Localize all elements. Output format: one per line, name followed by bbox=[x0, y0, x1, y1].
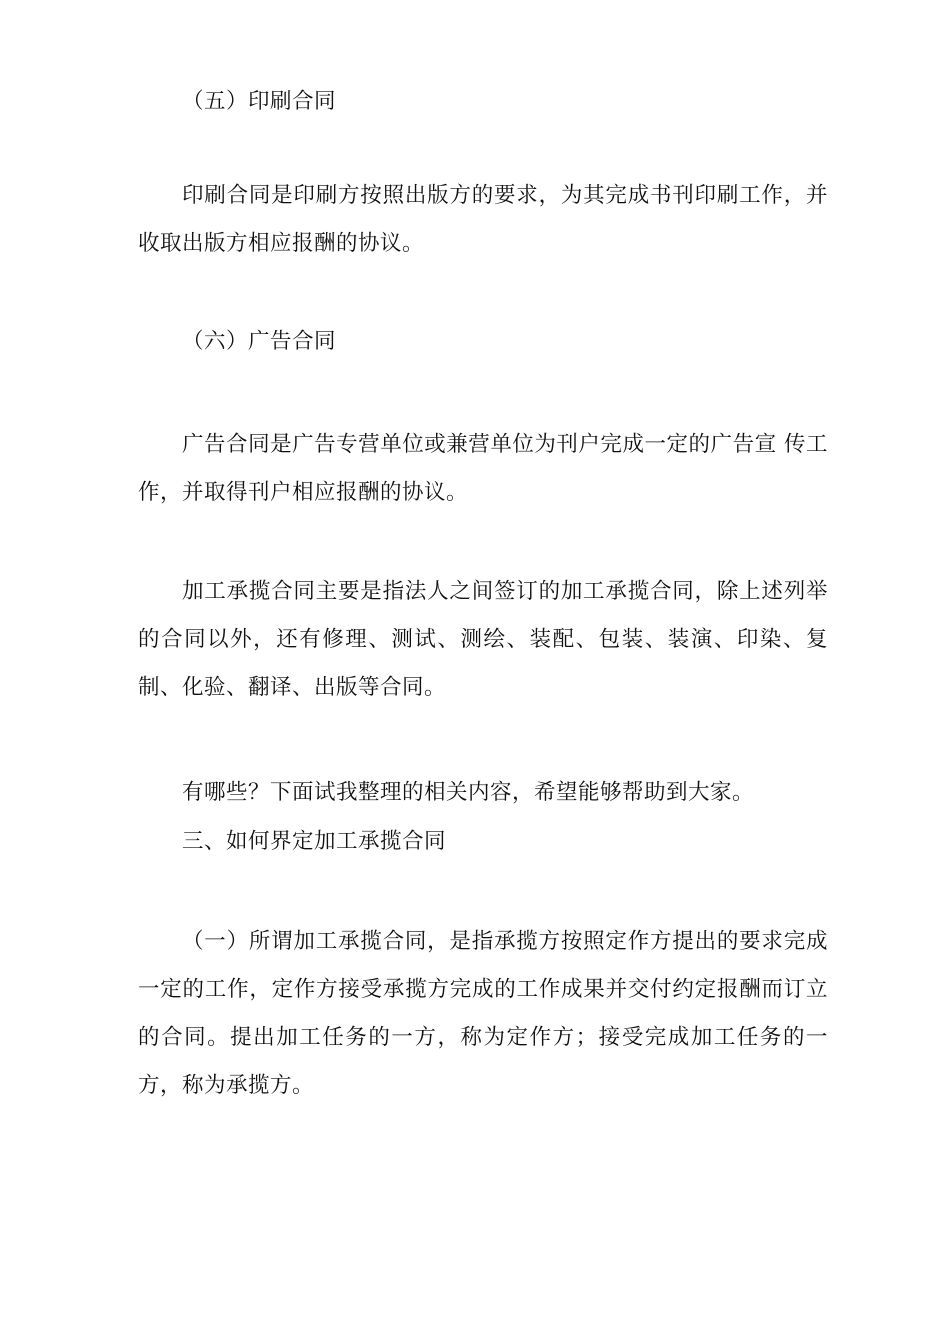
paragraph-definition: （一）所谓加工承揽合同，是指承揽方按照定作方提出的要求完成一定的工作，定作方接受承揽方完成的工作成果并交付约定报酬而订立的合同。提出加工任务的一方，称为定作方；接受完成加工任务的一方，称为承揽方。 bbox=[138, 929, 828, 1098]
paragraph-processing-contract-types: 加工承揽合同主要是指法人之间签订的加工承揽合同，除上述列举的合同以外，还有修理、测试、测绘、装配、包装、装演、印染、复制、化验、翻译、出版等合同。 bbox=[138, 579, 828, 700]
paragraph-printing-contract: 印刷合同是印刷方按照出版方的要求，为其完成书刊印刷工作，并收取出版方相应报酬的协议。 bbox=[138, 183, 828, 256]
section-heading-define-processing-contract: 三、如何界定加工承揽合同 bbox=[182, 829, 447, 854]
paragraph-intro: 有哪些？下面试我整理的相关内容，希望能够帮助到大家。 bbox=[182, 780, 755, 805]
section-heading-printing-contract: （五）印刷合同 bbox=[182, 89, 337, 114]
section-heading-advertising-contract: （六）广告合同 bbox=[182, 329, 337, 354]
paragraph-advertising-contract: 广告合同是广告专营单位或兼营单位为刊户完成一定的广告宣 传工作，并取得刊户相应报酬的协议。 bbox=[138, 432, 828, 505]
